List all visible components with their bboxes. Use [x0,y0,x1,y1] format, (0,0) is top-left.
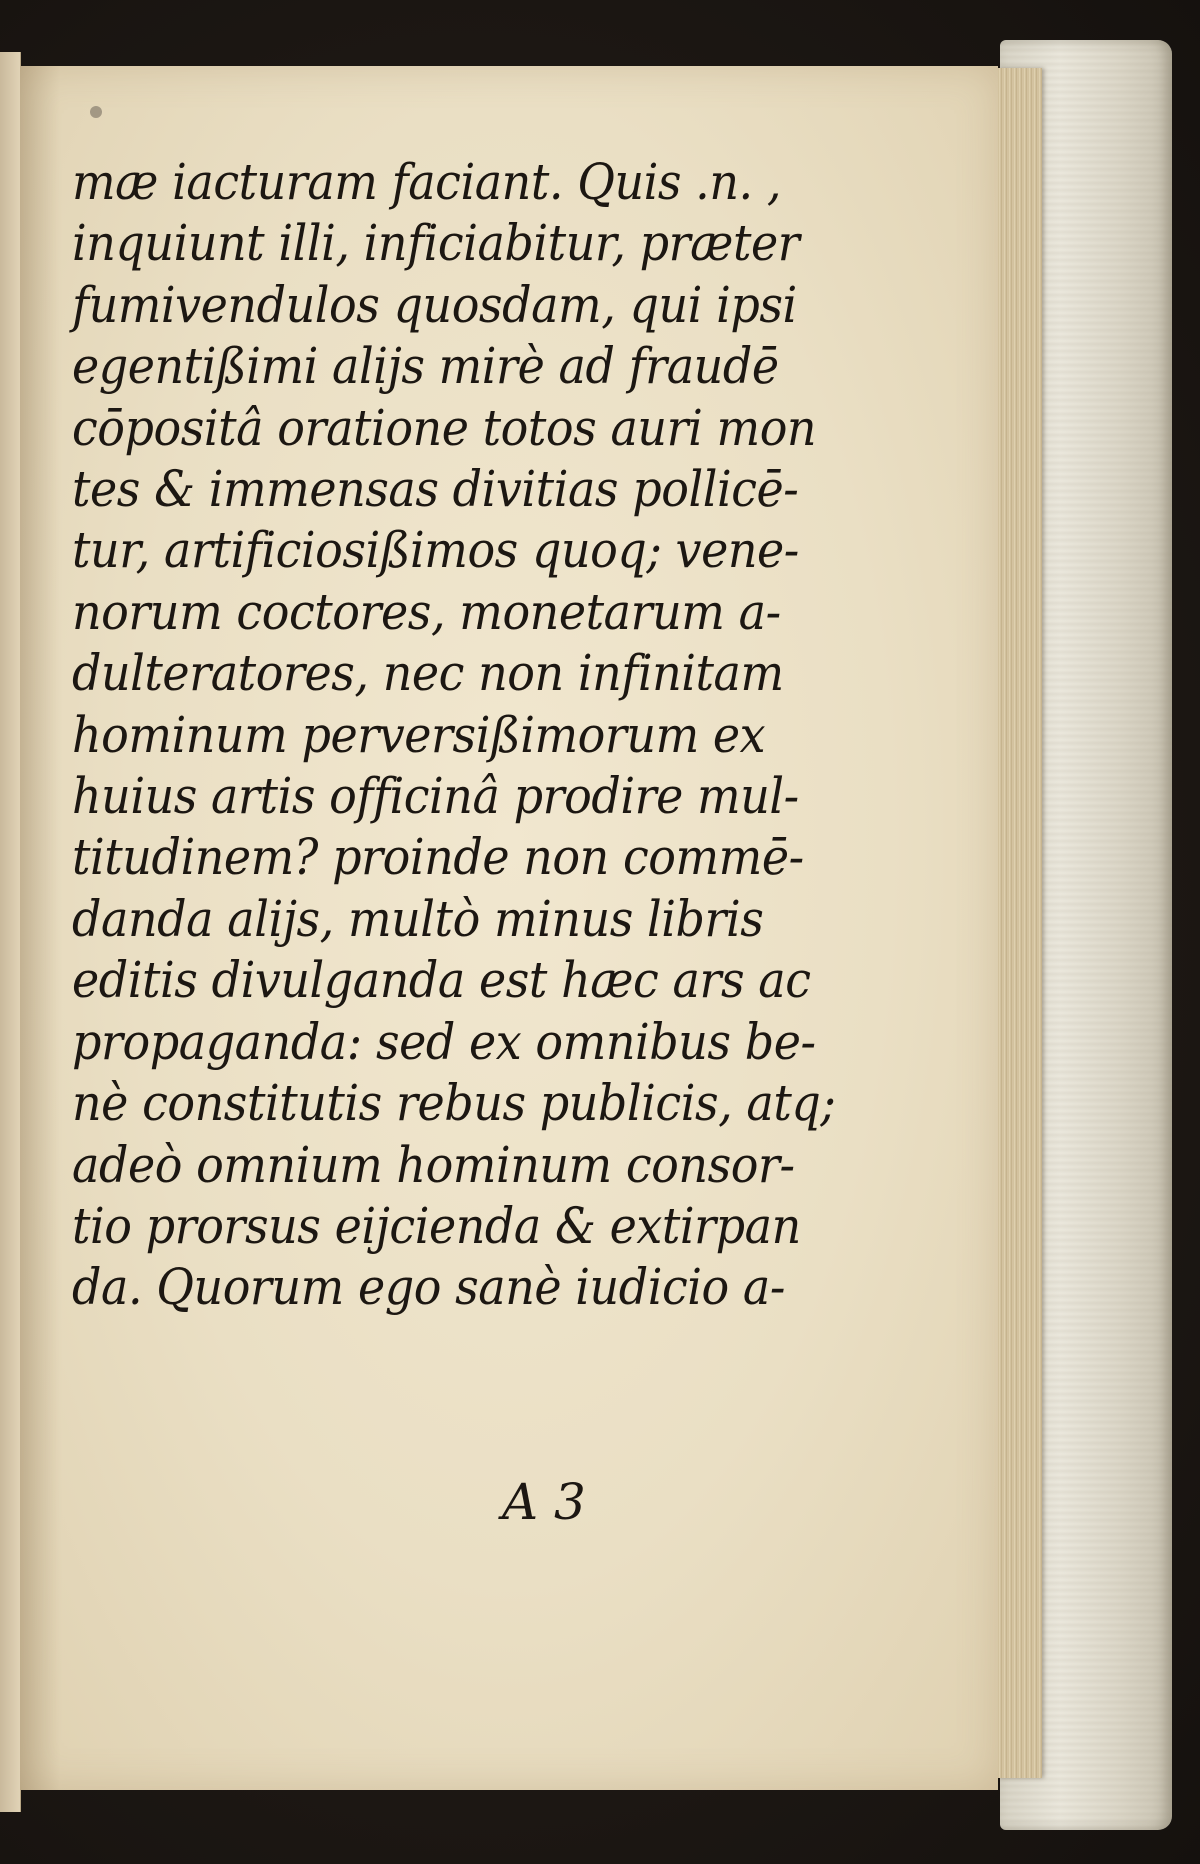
page-fore-edge [998,68,1042,1778]
book-page [20,66,998,1790]
text-line: tio prorsus eijcienda & extirpan [72,1196,801,1255]
text-line: inquiunt illi, inficiabitur, præter [72,214,800,273]
text-block [72,152,836,1319]
text-line: tur, artificiosißimos quoq; vene- [72,521,799,580]
text-line: da. Quorum ego sanè iudicio a- [72,1258,785,1317]
text-line: editis divulganda est hæc ars ac [72,951,811,1010]
text-line: propaganda: sed ex omnibus be- [72,1012,816,1071]
text-line: danda alijs, multò minus libris [72,889,764,948]
text-line: dulteratores, nec non infinitam [72,644,784,703]
text-line: egentißimi alijs mirè ad fraudē [72,337,779,396]
text-line: titudinem? proinde non commē- [72,828,804,887]
text-line: huius artis officinâ prodire mul- [72,767,799,826]
text-line: tes & immensas divitias pollicē- [72,460,799,519]
text-line: adeò omnium hominum consor- [72,1135,795,1194]
facing-page-edge [0,52,21,1812]
text-line: cōpositâ oratione totos auri mon [72,398,817,457]
text-line: hominum perversißimorum ex [72,705,766,764]
ink-spot [90,106,102,118]
text-line: nè constitutis rebus publicis, atq; [72,1074,836,1133]
text-line: fumivendulos quosdam, qui ipsi [72,275,797,334]
text-line: norum coctores, monetarum a- [72,582,781,641]
signature-mark: A 3 [502,1473,586,1531]
text-line: mæ iacturam faciant. Quis .n. , [72,153,781,211]
